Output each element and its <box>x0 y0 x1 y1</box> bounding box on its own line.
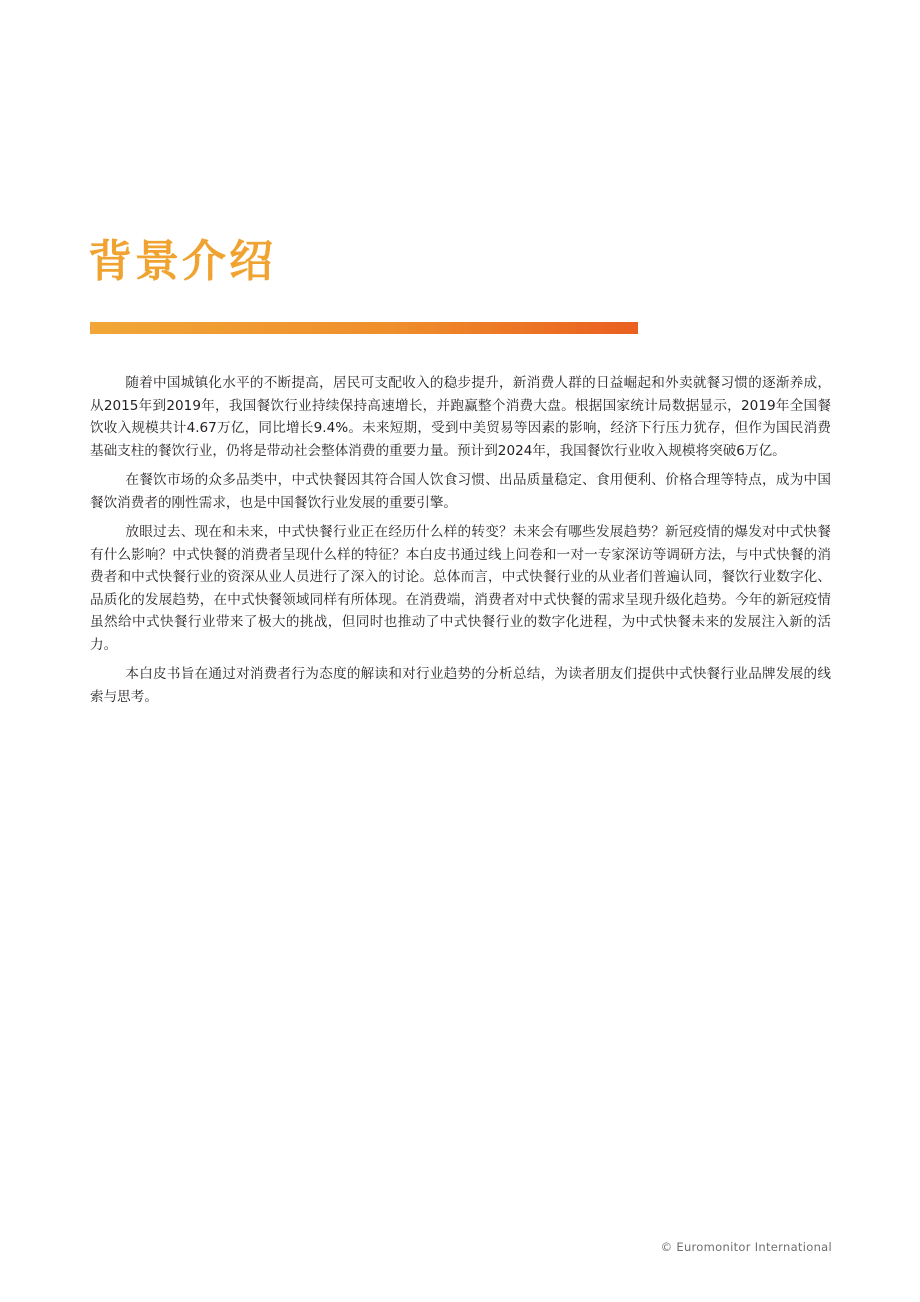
paragraph: 在餐饮市场的众多品类中，中式快餐因其符合国人饮食习惯、出品质量稳定、食用便利、价格合理等特点，成为中国餐饮消费者的刚性需求，也是中国餐饮行业发展的重要引擎。 <box>90 472 831 511</box>
paragraph: 随着中国城镇化水平的不断提高，居民可支配收入的稳步提升，新消费人群的日益崛起和外卖就餐习惯的逐渐养成，从2015年到2019年，我国餐饮行业持续保持高速增长，并跑赢整个消费大盘。根据国家统计局数据显示，2019年全国餐饮收入规模共计4.67万亿，同比增长9.4%。未来短期，受到中美贸易等因素的影响，经济下行压力犹存，但作为国民消费基础支柱的餐饮行业，仍将是带动社会整体消费的重要力量。预计到2024年，我国餐饮行业收入规模将突破6万亿。 <box>90 375 831 459</box>
body-text <box>90 372 831 715</box>
copyright-footer: © Euromonitor International <box>660 1240 832 1254</box>
page-title: 背景介绍 <box>88 236 276 287</box>
title-underline-bar <box>90 322 638 334</box>
paragraph: 放眼过去、现在和未来，中式快餐行业正在经历什么样的转变？未来会有哪些发展趋势？新冠疫情的爆发对中式快餐有什么影响？中式快餐的消费者呈现什么样的特征？本白皮书通过线上问卷和一对一专家深访等调研方法，与中式快餐的消费者和中式快餐行业的资深从业人员进行了深入的讨论。总体而言，中式快餐行业的从业者们普遍认同，餐饮行业数字化、品质化的发展趋势，在中式快餐领域同样有所体现。在消费端，消费者对中式快餐的需求呈现升级化趋势。今年的新冠疫情虽然给中式快餐行业带来了极大的挑战，但同时也推动了中式快餐行业的数字化进程，为中式快餐未来的发展注入新的活力。 <box>90 524 831 653</box>
paragraph: 本白皮书旨在通过对消费者行为态度的解读和对行业趋势的分析总结，为读者朋友们提供中式快餐行业品牌发展的线索与思考。 <box>90 666 831 705</box>
